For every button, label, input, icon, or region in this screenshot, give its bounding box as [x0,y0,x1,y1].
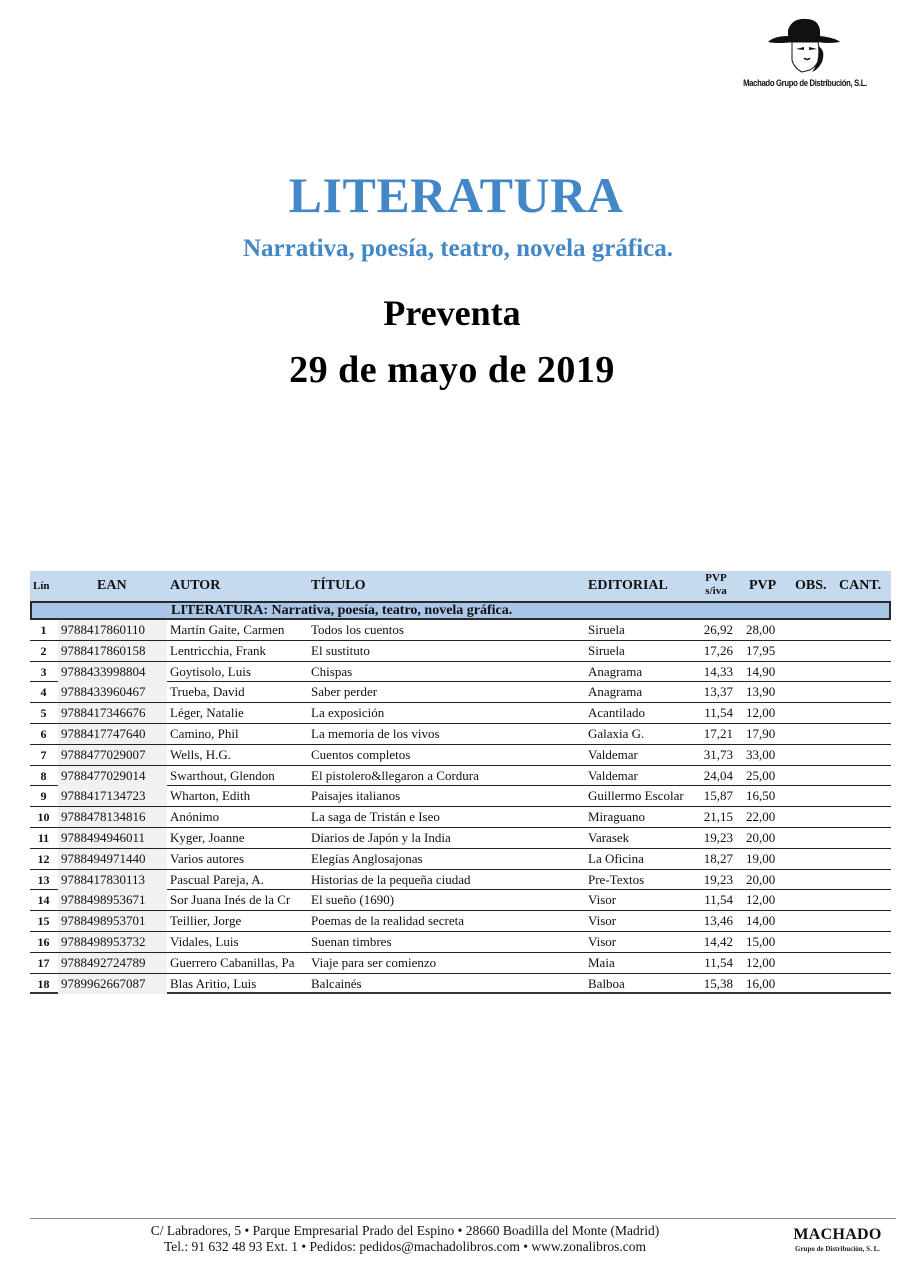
table-row [30,828,891,849]
cell-titulo: Elegías Anglosajonas [311,850,423,866]
table-row [30,766,891,787]
cell-autor: Guerrero Cabanillas, Pa [170,954,295,970]
cell-titulo: El pistolero&llegaron a Cordura [311,767,479,783]
cell-pvp-siva: 17,26 [703,642,733,658]
cell-pvp: 17,90 [746,725,776,741]
cell-editorial: Siruela [588,622,625,637]
cell-autor: Lentricchia, Frank [170,642,267,658]
cell-ean: 9788417860110 [58,620,167,640]
cell-editorial: Balboa [588,975,625,991]
cell-titulo: El sustituto [311,642,370,658]
cell-autor: Pascual Pareja, A. [170,871,264,887]
table-row [30,682,891,703]
cell-pvp-siva: 15,38 [703,975,733,991]
cell-editorial: Maia [588,954,615,970]
cell-editorial: Visor [588,892,617,908]
cell-autor: Wells, H.G. [170,746,232,762]
cell-autor: Blas Aritio, Luis [170,975,257,991]
cell-pvp-siva: 11,54 [704,892,733,908]
cell-editorial: Anagrama [588,684,643,700]
cell-pvp: 22,00 [746,809,776,825]
cell-pvp-siva: 24,04 [703,767,733,783]
column-header-lin: Lín [33,580,50,592]
footer-address-line1: C/ Labradores, 5 • Parque Empresarial Prado del Espino • 28660 Boadilla del Monte (Madrid) [150,1223,660,1238]
cell-pvp: 20,00 [746,829,776,845]
cell-pvp: 14,00 [746,913,776,929]
table-row [30,641,891,662]
column-header-pvp-siva-line1: PVP [705,572,727,584]
cell-lin: 12 [37,851,50,866]
table-row [30,974,891,995]
cell-lin: 7 [40,747,47,762]
column-header-autor: AUTOR [170,578,221,593]
cell-titulo: Historias de la pequeña ciudad [311,871,471,887]
cell-pvp: 12,00 [746,705,776,721]
cell-pvp-siva: 26,92 [703,622,733,637]
cell-editorial: Visor [588,913,617,929]
cell-autor: Trueba, David [170,684,245,700]
cell-lin: 14 [37,893,50,908]
cell-pvp-siva: 14,42 [703,933,733,949]
cell-pvp: 17,95 [746,642,776,658]
cell-lin: 17 [37,955,50,970]
cell-titulo: Saber perder [311,684,378,700]
column-header-ean: EAN [97,578,127,593]
column-header-pvp-siva-line2: s/iva [705,585,727,597]
cell-editorial: La Oficina [588,850,644,866]
cell-lin: 11 [37,830,50,845]
section-label: LITERATURA: Narrativa, poesía, teatro, novela gráfica. [171,603,513,618]
cell-autor: Camino, Phil [170,725,239,741]
cell-ean: 9788433960467 [58,682,167,702]
table-header-row [30,571,891,601]
cell-editorial: Valdemar [588,746,638,762]
cell-lin: 8 [40,768,47,783]
footer-brand-subtitle: Grupo de Distribución, S. L. [795,1245,880,1253]
cell-ean: 9788477029007 [58,745,167,765]
cell-autor: Varios autores [170,850,245,866]
cell-ean: 9789962667087 [58,974,167,994]
table-row [30,724,891,745]
column-header-pvp: PVP [749,578,777,593]
cell-pvp: 16,00 [746,975,776,991]
cell-lin: 3 [40,664,47,679]
cell-ean: 9788417860158 [58,641,167,661]
table-row [30,911,891,932]
cell-titulo: Poemas de la realidad secreta [311,913,465,929]
footer-divider [30,1218,896,1219]
cell-pvp-siva: 21,15 [703,809,733,825]
cell-lin: 16 [37,934,50,949]
cell-titulo: Diarios de Japón y la India [311,829,451,845]
table-row [30,703,891,724]
cell-ean: 9788492724789 [58,953,167,973]
cell-pvp: 12,00 [746,892,776,908]
page-subtitle: Narrativa, poesía, teatro, novela gráfica. [243,235,673,262]
table-row [30,953,891,974]
cell-autor: Anónimo [170,809,220,825]
cell-lin: 10 [37,810,50,825]
cell-titulo: Chispas [311,663,353,679]
cell-pvp-siva: 19,23 [703,829,733,845]
cell-titulo: El sueño (1690) [311,892,395,908]
cell-titulo: La exposición [311,705,385,721]
cell-lin: 4 [40,685,47,700]
table-row [30,890,891,911]
cell-lin: 18 [37,976,50,991]
column-header-obs: OBS. [795,578,827,593]
cell-pvp-siva: 14,33 [703,663,733,679]
cell-titulo: Todos los cuentos [311,622,404,637]
cell-autor: Léger, Natalie [170,705,244,721]
cell-lin: 5 [40,706,47,721]
column-header-editorial: EDITORIAL [588,578,668,593]
cell-ean: 9788417346676 [58,703,167,723]
cell-pvp-siva: 13,37 [703,684,733,700]
cell-lin: 2 [40,643,47,658]
footer-address-line2: Tel.: 91 632 48 93 Ext. 1 • Pedidos: pedidos@machadolibros.com • www.zonalibros.com [164,1239,646,1254]
cell-pvp-siva: 13,46 [703,913,733,929]
book-list-table [30,571,891,994]
cell-ean: 9788478134816 [58,807,167,827]
man-with-hat-logo-icon [758,16,853,76]
cell-ean: 9788498953732 [58,932,167,952]
cell-editorial: Valdemar [588,767,638,783]
column-header-titulo: TÍTULO [311,578,366,593]
sale-type-label: Preventa [383,293,521,333]
cell-lin: 9 [40,789,47,804]
table-row [30,932,891,953]
cell-ean: 9788494946011 [58,828,167,848]
cell-ean: 9788417134723 [58,786,167,806]
cell-titulo: Paisajes italianos [311,788,401,804]
cell-pvp-siva: 31,73 [703,746,733,762]
cell-pvp: 12,00 [746,954,776,970]
table-row [30,849,891,870]
cell-ean: 9788494971440 [58,849,167,869]
table-row [30,870,891,891]
footer-brand [770,1226,905,1253]
cell-editorial: Pre-Textos [588,871,645,887]
logo-caption: Machado Grupo de Distribución, S.L. [743,78,867,88]
table-row [30,786,891,807]
cell-editorial: Varasek [588,829,630,845]
company-logo [730,16,880,98]
table-row [30,745,891,766]
cell-titulo: La memoria de los vivos [311,725,440,741]
cell-autor: Sor Juana Inés de la Cr [170,892,291,908]
cell-pvp-siva: 15,87 [703,788,733,804]
cell-ean: 9788433998804 [58,662,167,682]
cell-autor: Martín Gaite, Carmen [170,622,285,637]
cell-pvp: 25,00 [746,767,776,783]
cell-autor: Wharton, Edith [170,788,251,804]
cell-pvp-siva: 11,54 [704,954,733,970]
cell-titulo: Suenan timbres [311,933,392,949]
column-header-cant: CANT. [839,578,882,593]
footer-brand-name: MACHADO [793,1226,882,1243]
table-row [30,662,891,683]
table-body [30,620,891,994]
cell-ean: 9788417830113 [58,870,167,890]
cell-pvp-siva: 18,27 [703,850,733,866]
cell-ean: 9788498953701 [58,911,167,931]
column-header-pvp-siva [698,572,734,602]
cell-editorial: Acantilado [588,705,646,721]
cell-autor: Vidales, Luis [170,933,239,949]
cell-titulo: Cuentos completos [311,746,411,762]
cell-pvp-siva: 11,54 [704,705,733,721]
cell-editorial: Miraguano [588,809,646,825]
cell-pvp-siva: 19,23 [703,871,733,887]
cell-lin: 1 [40,623,47,637]
cell-pvp: 19,00 [746,850,776,866]
cell-autor: Swarthout, Glendon [170,767,275,783]
cell-autor: Kyger, Joanne [170,829,245,845]
cell-ean: 9788417747640 [58,724,167,744]
cell-lin: 13 [37,872,50,887]
cell-titulo: Balcainés [311,975,362,991]
cell-lin: 6 [40,726,47,741]
cell-pvp: 20,00 [746,871,776,887]
footer-address [100,1223,710,1255]
cell-ean: 9788477029014 [58,766,167,786]
table-row [30,807,891,828]
cell-ean: 9788498953671 [58,890,167,910]
cell-titulo: La saga de Tristán e Iseo [311,809,440,825]
cell-pvp: 28,00 [746,622,776,637]
cell-editorial: Anagrama [588,663,643,679]
cell-editorial: Guillermo Escolar [588,788,684,804]
cell-pvp: 15,00 [746,933,776,949]
cell-pvp: 16,50 [746,788,776,804]
cell-pvp: 14,90 [746,663,776,679]
cell-autor: Teillier, Jorge [170,913,242,929]
cell-pvp-siva: 17,21 [703,725,733,741]
cell-editorial: Galaxia G. [588,725,645,741]
cell-pvp: 33,00 [746,746,776,762]
page-title: LITERATURA [288,167,624,223]
table-row [30,620,891,641]
cell-autor: Goytisolo, Luis [170,663,251,679]
cell-titulo: Viaje para ser comienzo [311,954,437,970]
cell-pvp: 13,90 [746,684,776,700]
sale-date: 29 de mayo de 2019 [289,349,615,391]
cell-lin: 15 [37,914,50,929]
section-header-row [30,601,891,620]
cell-editorial: Visor [588,933,617,949]
cell-editorial: Siruela [588,642,625,658]
